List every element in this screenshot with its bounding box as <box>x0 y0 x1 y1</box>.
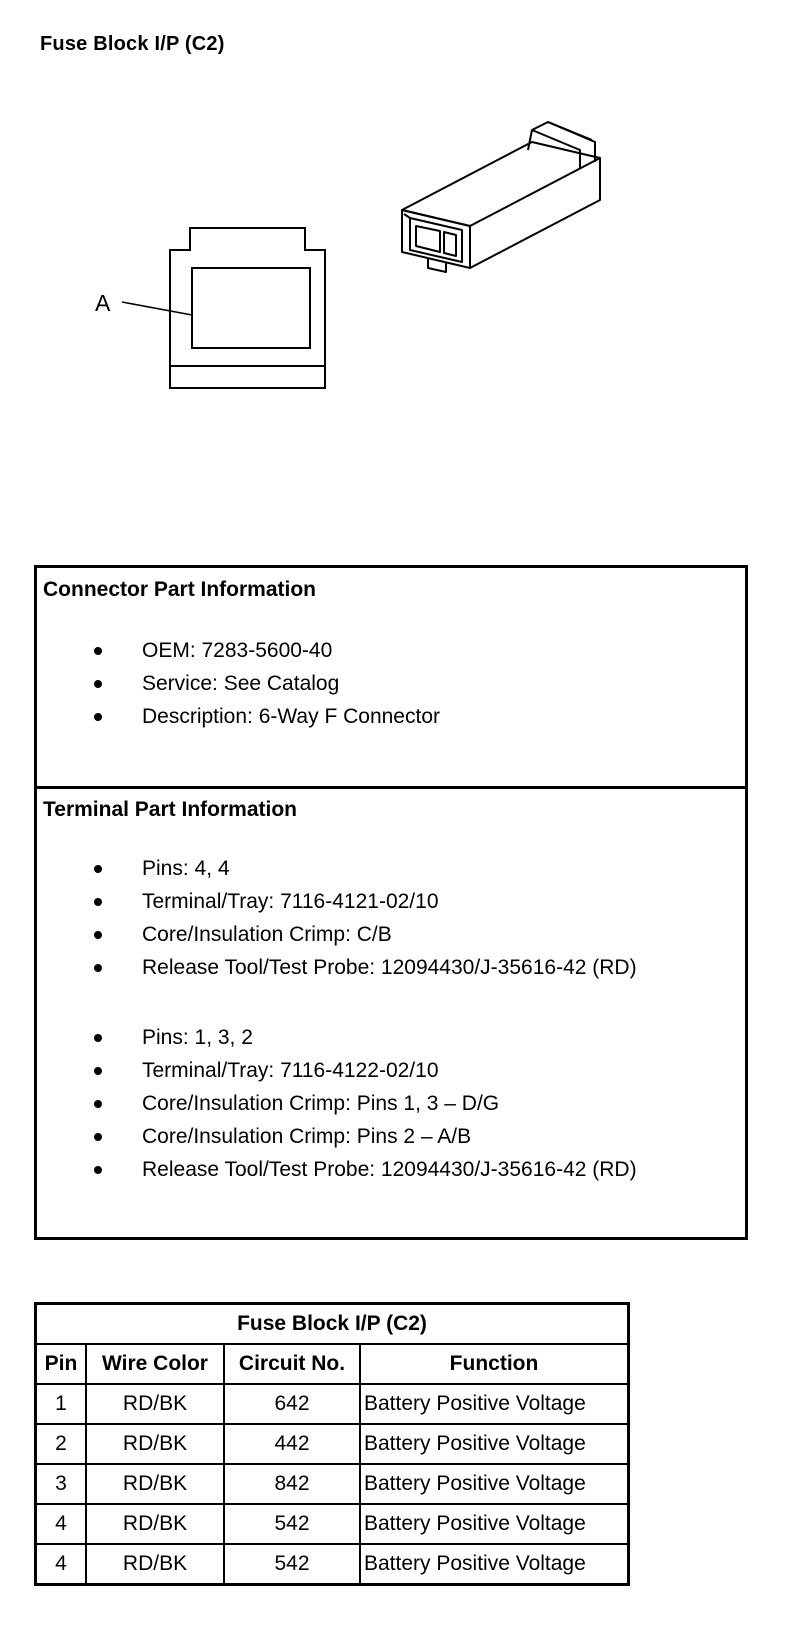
list-item: Terminal/Tray: 7116-4122-02/10 <box>37 1054 745 1087</box>
column-header-pin: Pin <box>36 1344 87 1384</box>
column-header-circuit-no: Circuit No. <box>224 1344 360 1384</box>
wire-color-cell: RD/BK <box>86 1504 224 1544</box>
list-item: Core/Insulation Crimp: C/B <box>37 918 745 951</box>
wire-color-cell: RD/BK <box>86 1464 224 1504</box>
pin-table <box>34 1302 630 1586</box>
connector-info-heading: Connector Part Information <box>43 578 317 601</box>
wire-color-cell: RD/BK <box>86 1424 224 1464</box>
column-header-function: Function <box>360 1344 629 1384</box>
function-cell: Battery Positive Voltage <box>360 1464 629 1504</box>
section-divider <box>37 786 745 789</box>
page-title: Fuse Block I/P (C2) <box>40 33 225 55</box>
list-item: OEM: 7283-5600-40 <box>37 634 745 667</box>
part-information-box <box>34 565 748 1240</box>
list-item: Release Tool/Test Probe: 12094430/J-35616-42 (RD) <box>37 951 745 984</box>
circuit-cell: 842 <box>224 1464 360 1504</box>
function-cell: Battery Positive Voltage <box>360 1504 629 1544</box>
table-row <box>36 1384 629 1424</box>
circuit-cell: 542 <box>224 1504 360 1544</box>
connector-info-list <box>37 634 745 733</box>
circuit-cell: 442 <box>224 1424 360 1464</box>
connector-face-view <box>170 228 325 388</box>
terminal-info-group-1 <box>37 852 745 984</box>
list-item: Pins: 4, 4 <box>37 852 745 885</box>
list-item: Release Tool/Test Probe: 12094430/J-35616-42 (RD) <box>37 1153 745 1186</box>
callout-leader-line <box>122 302 192 315</box>
terminal-info-group-2 <box>37 1021 745 1186</box>
function-cell: Battery Positive Voltage <box>360 1544 629 1585</box>
table-row <box>36 1504 629 1544</box>
function-cell: Battery Positive Voltage <box>360 1424 629 1464</box>
pin-cell: 1 <box>36 1384 87 1424</box>
table-row <box>36 1424 629 1464</box>
connector-isometric-view <box>402 122 600 272</box>
pin-table-title: Fuse Block I/P (C2) <box>36 1304 629 1345</box>
list-item: Pins: 1, 3, 2 <box>37 1021 745 1054</box>
wire-color-cell: RD/BK <box>86 1384 224 1424</box>
circuit-cell: 642 <box>224 1384 360 1424</box>
list-item: Terminal/Tray: 7116-4121-02/10 <box>37 885 745 918</box>
terminal-info-heading: Terminal Part Information <box>43 798 297 821</box>
connector-illustration <box>0 0 800 420</box>
callout-label-a: A <box>95 290 111 316</box>
column-header-wire-color: Wire Color <box>86 1344 224 1384</box>
function-cell: Battery Positive Voltage <box>360 1384 629 1424</box>
pin-cell: 4 <box>36 1504 87 1544</box>
list-item: Service: See Catalog <box>37 667 745 700</box>
circuit-cell: 542 <box>224 1544 360 1585</box>
list-item: Description: 6-Way F Connector <box>37 700 745 733</box>
table-row <box>36 1464 629 1504</box>
list-item: Core/Insulation Crimp: Pins 2 – A/B <box>37 1120 745 1153</box>
wire-color-cell: RD/BK <box>86 1544 224 1585</box>
table-row <box>36 1544 629 1585</box>
pin-cell: 2 <box>36 1424 87 1464</box>
list-item: Core/Insulation Crimp: Pins 1, 3 – D/G <box>37 1087 745 1120</box>
pin-cell: 4 <box>36 1544 87 1585</box>
pin-cell: 3 <box>36 1464 87 1504</box>
